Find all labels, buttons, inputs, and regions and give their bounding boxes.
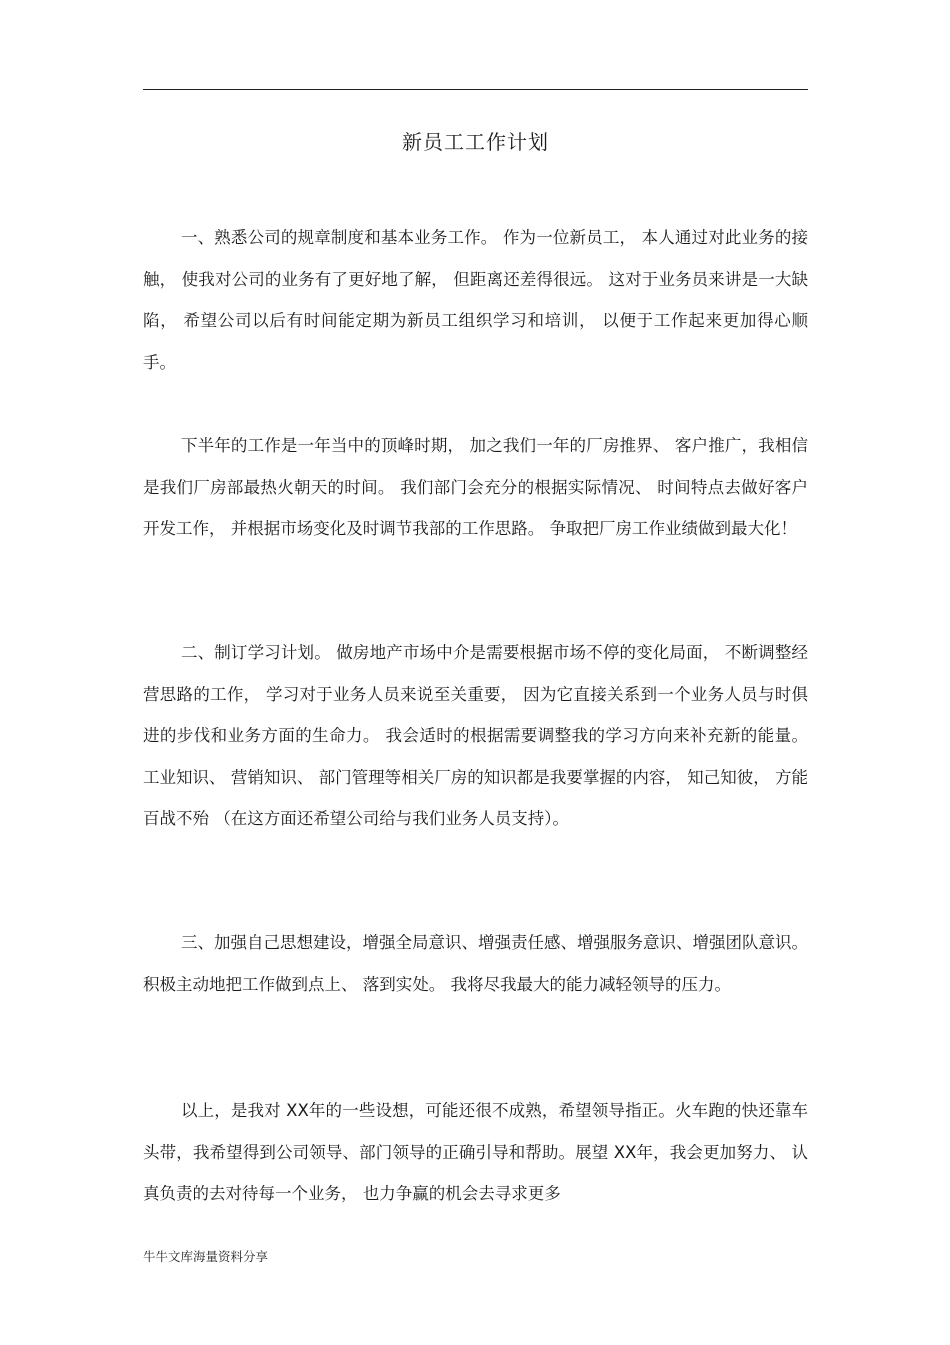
paragraph-2: 下半年的工作是一年当中的顶峰时期， 加之我们一年的厂房推界、 客户推广，我相信是我们厂房部最热火朝天的时间。 我们部门会充分的根据实际情况、 时间特点去做好客户开发工作， 并根据市场变化及时调节我部的工作思路。 争取把厂房工作业绩做到最大化！ [143, 436, 808, 538]
paragraph-5: 以上，是我对 XX年的一些设想，可能还很不成熟，希望领导指正。火车跑的快还靠车头带，我希望得到公司领导、部门领导的正确引导和帮助。展望 XX年，我会更加努力、 认真负责的去对待每一个业务， 也力争赢的机会去寻求更多 [143, 1101, 808, 1203]
paragraph-1: 一、熟悉公司的规章制度和基本业务工作。 作为一位新员工， 本人通过对此业务的接触， 使我对公司的业务有了更好地了解， 但距离还差得很远。 这对于业务员来讲是一大缺陷， 希望公司以后有时间能定期为新员工组织学习和培训， 以便于工作起来更加得心顺手。 [143, 228, 808, 372]
paragraph-4: 三、加强自己思想建设，增强全局意识、增强责任感、增强服务意识、增强团队意识。 积极主动地把工作做到点上、 落到实处。 我将尽我最大的能力减轻领导的压力。 [143, 933, 808, 994]
footer-watermark-text: 牛牛文库海量资料分享 [143, 1249, 269, 1264]
paragraph-3: 二、制订学习计划。 做房地产市场中介是需要根据市场不停的变化局面， 不断调整经营思路的工作， 学习对于业务人员来说至关重要， 因为它直接关系到一个业务人员与时俱进的步伐和业务方面的生命力。 我会适时的根据需要调整我的学习方向来补充新的能量。 工业知识、 营销知识、 部门管理等相关厂房的知识都是我要掌握的内容， 知己知彼， 方能百战不殆 （在这方面还希望公司给与我们业务人员支持）。 [143, 643, 808, 828]
header-rule [143, 89, 808, 90]
document-title: 新员工工作计划 [402, 130, 549, 154]
